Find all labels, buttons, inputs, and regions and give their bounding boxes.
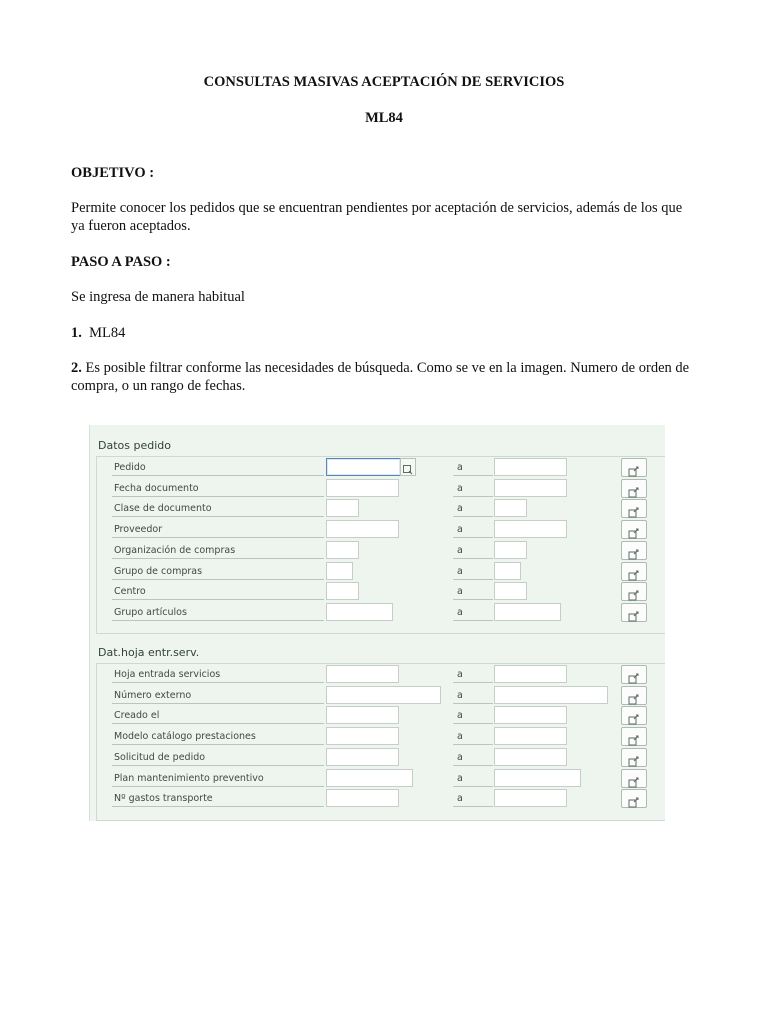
range-high-input[interactable] (494, 769, 581, 787)
multiple-selection-button[interactable] (621, 769, 647, 788)
document-title: CONSULTAS MASIVAS ACEPTACIÓN DE SERVICIOS (203, 74, 565, 90)
selection-row (90, 479, 665, 499)
multiple-selection-button[interactable] (621, 706, 647, 725)
range-to-label: a (453, 728, 493, 745)
step-1-number: 1. (71, 325, 82, 341)
selection-row (90, 562, 665, 582)
range-low-input[interactable] (326, 727, 399, 745)
multiple-selection-button[interactable] (621, 582, 647, 601)
range-low-input[interactable] (326, 520, 399, 538)
range-low-input[interactable] (326, 479, 399, 497)
range-high-input[interactable] (494, 499, 527, 517)
range-high-input[interactable] (494, 520, 567, 538)
range-to-label: a (453, 770, 493, 787)
range-low-input[interactable] (326, 603, 393, 621)
field-label: Creado el (112, 707, 324, 724)
section-title-datos-pedido: Datos pedido (98, 439, 171, 452)
range-high-input[interactable] (494, 603, 561, 621)
field-label: Proveedor (112, 521, 324, 538)
multiple-selection-button[interactable] (621, 686, 647, 705)
range-low-input[interactable] (326, 706, 399, 724)
range-to-label: a (453, 459, 493, 476)
multiple-selection-button[interactable] (621, 499, 647, 518)
range-to-label: a (453, 707, 493, 724)
selection-row (90, 603, 665, 623)
range-low-input[interactable] (326, 769, 413, 787)
range-low-input[interactable] (326, 582, 359, 600)
range-high-input[interactable] (494, 727, 567, 745)
range-to-label: a (453, 790, 493, 807)
selection-row (90, 665, 665, 685)
range-low-input[interactable] (326, 562, 353, 580)
selection-row (90, 520, 665, 540)
field-label: Organización de compras (112, 542, 324, 559)
selection-row (90, 748, 665, 768)
range-to-label: a (453, 500, 493, 517)
range-to-label: a (453, 480, 493, 497)
step-2-text: Es posible filtrar conforme las necesidades de búsqueda. Como se ve en la imagen. Numero de orden de compra, o un rango de fechas. (71, 360, 690, 394)
range-low-input[interactable] (326, 686, 441, 704)
selection-screen-image (89, 425, 665, 821)
range-to-label: a (453, 749, 493, 766)
objective-text: Permite conocer los pedidos que se encuentran pendientes por aceptación de servicios, además de los que ya fueron aceptados. (71, 200, 683, 234)
field-label: Grupo artículos (112, 604, 324, 621)
range-high-input[interactable] (494, 665, 567, 683)
document-code: ML84 (365, 110, 403, 126)
range-high-input[interactable] (494, 582, 527, 600)
multiple-selection-button[interactable] (621, 603, 647, 622)
range-low-input[interactable] (326, 458, 401, 476)
range-to-label: a (453, 687, 493, 704)
multiple-selection-button[interactable] (621, 541, 647, 560)
range-to-label: a (453, 666, 493, 683)
range-high-input[interactable] (494, 562, 521, 580)
range-to-label: a (453, 542, 493, 559)
multiple-selection-button[interactable] (621, 458, 647, 477)
field-label: Pedido (112, 459, 324, 476)
step-2-number: 2. (71, 360, 82, 376)
step-1 (71, 324, 699, 342)
multiple-selection-button[interactable] (621, 789, 647, 808)
step-2 (71, 359, 699, 395)
range-high-input[interactable] (494, 706, 567, 724)
multiple-selection-button[interactable] (621, 748, 647, 767)
field-label: Nº gastos transporte (112, 790, 324, 807)
range-to-label: a (453, 563, 493, 580)
field-label: Plan mantenimiento preventivo (112, 770, 324, 787)
selection-row (90, 541, 665, 561)
range-high-input[interactable] (494, 789, 567, 807)
range-high-input[interactable] (494, 541, 527, 559)
field-label: Clase de documento (112, 500, 324, 517)
range-high-input[interactable] (494, 686, 608, 704)
selection-row (90, 582, 665, 602)
field-label: Número externo (112, 687, 324, 704)
range-low-input[interactable] (326, 499, 359, 517)
multiple-selection-button[interactable] (621, 562, 647, 581)
objective-heading: OBJETIVO : (71, 165, 155, 181)
field-label: Centro (112, 583, 324, 600)
multiple-selection-button[interactable] (621, 479, 647, 498)
field-label: Fecha documento (112, 480, 324, 497)
selection-row (90, 458, 665, 478)
range-low-input[interactable] (326, 789, 399, 807)
range-high-input[interactable] (494, 458, 567, 476)
field-label: Solicitud de pedido (112, 749, 324, 766)
multiple-selection-icon (627, 607, 641, 626)
multiple-selection-icon (627, 793, 641, 812)
field-label: Grupo de compras (112, 563, 324, 580)
steps-heading: PASO A PASO : (71, 254, 171, 270)
field-label: Hoja entrada servicios (112, 666, 324, 683)
value-help-icon[interactable] (400, 458, 416, 476)
range-high-input[interactable] (494, 748, 567, 766)
range-high-input[interactable] (494, 479, 567, 497)
multiple-selection-button[interactable] (621, 665, 647, 684)
range-low-input[interactable] (326, 748, 399, 766)
selection-row (90, 769, 665, 789)
range-to-label: a (453, 583, 493, 600)
range-low-input[interactable] (326, 665, 399, 683)
multiple-selection-button[interactable] (621, 520, 647, 539)
range-to-label: a (453, 604, 493, 621)
range-to-label: a (453, 521, 493, 538)
intro-text: Se ingresa de manera habitual (71, 289, 245, 305)
range-low-input[interactable] (326, 541, 359, 559)
field-label: Modelo catálogo prestaciones (112, 728, 324, 745)
selection-row (90, 499, 665, 519)
selection-row (90, 789, 665, 809)
step-1-text: ML84 (89, 325, 126, 341)
selection-row (90, 686, 665, 706)
selection-row (90, 706, 665, 726)
section-title-hoja-entrada: Dat.hoja entr.serv. (98, 646, 200, 659)
multiple-selection-button[interactable] (621, 727, 647, 746)
selection-row (90, 727, 665, 747)
